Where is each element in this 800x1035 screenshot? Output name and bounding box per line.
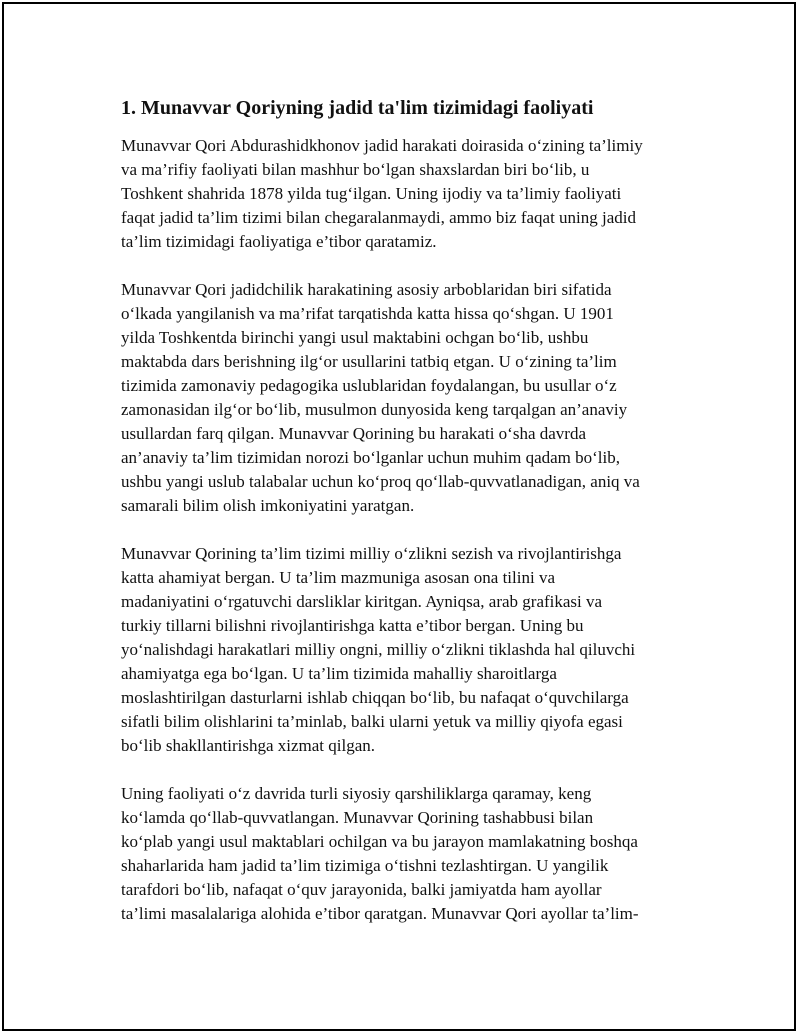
paragraph-line: ushbu yangi uslub talabalar uchun ko‘proq qo‘llab-quvvatlanadigan, aniq va bbox=[121, 472, 640, 491]
document-page bbox=[2, 2, 796, 1031]
paragraph-line: va ma’rifiy faoliyati bilan mashhur bo‘lgan shaxslardan biri bo‘lib, u bbox=[121, 160, 590, 179]
paragraph-line: bo‘lib shakllantirishga xizmat qilgan. bbox=[121, 736, 376, 755]
paragraph-line: yo‘nalishdagi harakatlari milliy ongni, milliy o‘zlikni tiklashda hal qiluvchi bbox=[121, 640, 636, 659]
paragraph-line: madaniyatini o‘rgatuvchi darsliklar kiritgan. Ayniqsa, arab grafikasi va bbox=[121, 592, 603, 611]
paragraph-line: Munavvar Qori Abdurashidkhonov jadid harakati doirasida o‘zining ta’limiy bbox=[121, 136, 643, 155]
paragraph-line: yilda Toshkentda birinchi yangi usul maktabini ochgan bo‘lib, ushbu bbox=[121, 328, 589, 347]
paragraph-line: Toshkent shahrida 1878 yilda tug‘ilgan. Uning ijodiy va ta’limiy faoliyati bbox=[121, 184, 622, 203]
paragraph bbox=[121, 134, 691, 254]
paragraph-line: katta ahamiyat bergan. U ta’lim mazmuniga asosan ona tilini va bbox=[121, 568, 555, 587]
paragraph-line: tizimida zamonaviy pedagogika uslublaridan foydalangan, bu usullar o‘z bbox=[121, 376, 617, 395]
paragraph-line: Munavvar Qorining ta’lim tizimi milliy o‘zlikni sezish va rivojlantirishga bbox=[121, 544, 622, 563]
paragraph-line: faqat jadid ta’lim tizimi bilan chegaralanmaydi, ammo biz faqat uning jadid bbox=[121, 208, 637, 227]
paragraph-line: ta’limi masalalariga alohida e’tibor qaratgan. Munavvar Qori ayollar ta’lim- bbox=[121, 904, 639, 923]
paragraph-line: Uning faoliyati o‘z davrida turli siyosiy qarshiliklarga qaramay, keng bbox=[121, 784, 592, 803]
paragraph bbox=[121, 782, 691, 926]
paragraph-line: moslashtirilgan dasturlarni ishlab chiqqan bo‘lib, bu nafaqat o‘quvchilarga bbox=[121, 688, 629, 707]
paragraph-line: usullardan farq qilgan. Munavvar Qorining bu harakati o‘sha davrda bbox=[121, 424, 586, 443]
paragraph bbox=[121, 542, 691, 758]
paragraphs-container bbox=[121, 134, 691, 926]
paragraph bbox=[121, 278, 691, 518]
paragraph-line: o‘lkada yangilanish va ma’rifat tarqatishda katta hissa qo‘shgan. U 1901 bbox=[121, 304, 614, 323]
paragraph-line: ko‘lamda qo‘llab-quvvatlangan. Munavvar Qorining tashabbusi bilan bbox=[121, 808, 594, 827]
paragraph-line: shaharlarida ham jadid ta’lim tizimiga o‘tishni tezlashtirgan. U yangilik bbox=[121, 856, 609, 875]
document-body bbox=[121, 96, 691, 950]
paragraph-line: ko‘plab yangi usul maktablari ochilgan va bu jarayon mamlakatning boshqa bbox=[121, 832, 638, 851]
paragraph-line: sifatli bilim olishlarini ta’minlab, balki ularni yetuk va milliy qiyofa egasi bbox=[121, 712, 623, 731]
paragraph-line: maktabda dars berishning ilg‘or usullarini tatbiq etgan. U o‘zining ta’lim bbox=[121, 352, 617, 371]
paragraph-line: Munavvar Qori jadidchilik harakatining asosiy arboblaridan biri sifatida bbox=[121, 280, 612, 299]
paragraph-line: ahamiyatga ega bo‘lgan. U ta’lim tizimida mahalliy sharoitlarga bbox=[121, 664, 557, 683]
paragraph-line: tarafdori bo‘lib, nafaqat o‘quv jarayonida, balki jamiyatda ham ayollar bbox=[121, 880, 602, 899]
paragraph-line: samarali bilim olish imkoniyatini yaratgan. bbox=[121, 496, 415, 515]
section-heading: 1. Munavvar Qoriyning jadid ta'lim tizimidagi faoliyati bbox=[121, 97, 594, 119]
paragraph-line: zamonasidan ilg‘or bo‘lib, musulmon dunyosida keng tarqalgan an’anaviy bbox=[121, 400, 628, 419]
paragraph-line: ta’lim tizimidagi faoliyatiga e’tibor qaratamiz. bbox=[121, 232, 437, 251]
paragraph-line: an’anaviy ta’lim tizimidan norozi bo‘lganlar uchun muhim qadam bo‘lib, bbox=[121, 448, 621, 467]
paragraph-line: turkiy tillarni bilishni rivojlantirishga katta e’tibor bergan. Uning bu bbox=[121, 616, 584, 635]
